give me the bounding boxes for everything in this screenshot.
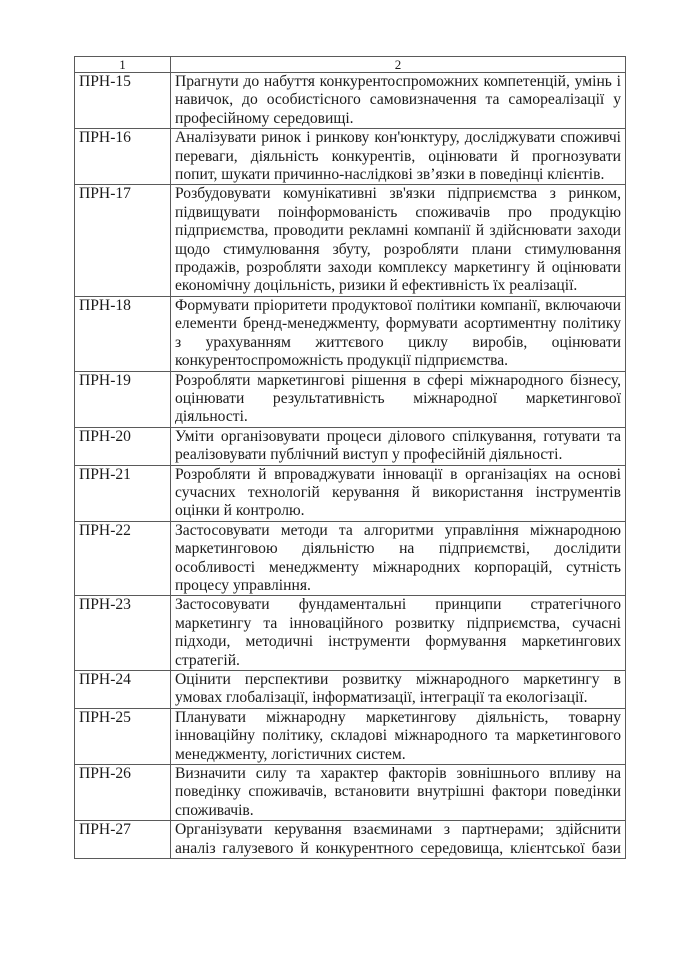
outcome-code: ПРН-25	[75, 708, 171, 764]
table-header-row	[75, 57, 626, 73]
column-header-2: 2	[171, 57, 626, 73]
outcome-description: Визначити силу та характер факторів зовнішнього впливу на поведінку споживачів, встановити внутрішні фактори поведінки споживачів.	[171, 765, 626, 821]
outcome-description: Організувати керування взаєминами з партнерами; здійснити аналіз галузевого й конкурентного середовища, клієнтської бази	[171, 821, 626, 859]
outcome-description: Застосовувати методи та алгоритми управління міжнародною маркетинговою діяльністю на підприємстві, дослідити особливості менеджменту міжнародних корпорацій, сутність процесу управління.	[171, 521, 626, 596]
table-row	[75, 765, 626, 821]
outcome-description: Розробляти й впроваджувати інновації в організаціях на основі сучасних технологій керування й використання інструментів оцінки й контролю.	[171, 465, 626, 521]
table-row	[75, 821, 626, 859]
outcome-code: ПРН-27	[75, 821, 171, 859]
outcome-description: Розбудовувати комунікативні зв'язки підприємства з ринком, підвищувати поінформованість споживачів про продукцію підприємства, проводити рекламні компанії й здійснювати заходи щодо стимулювання збуту, розробляти плани стимулювання продажів, розробляти заходи комплексу маркетингу й оцінювати економічну доцільність, ризики й ефективність їх реалізації.	[171, 185, 626, 296]
table-row	[75, 465, 626, 521]
table-row	[75, 371, 626, 427]
outcome-description: Оцінити перспективи розвитку міжнародного маркетингу в умовах глобалізації, інформатизації, інтеграції та екологізації.	[171, 671, 626, 709]
outcome-description: Прагнути до набуття конкурентоспроможних компетенцій, умінь і навичок, до особистісного самовизначення та самореалізації у професійному середовищі.	[171, 73, 626, 129]
outcome-code: ПРН-23	[75, 596, 171, 671]
table-row	[75, 296, 626, 371]
outcome-code: ПРН-20	[75, 427, 171, 465]
outcome-description: Розробляти маркетингові рішення в сфері міжнародного бізнесу, оцінювати результативність міжнародної маркетингової діяльності.	[171, 371, 626, 427]
outcome-code: ПРН-19	[75, 371, 171, 427]
outcome-code: ПРН-15	[75, 73, 171, 129]
table-row	[75, 596, 626, 671]
outcome-code: ПРН-26	[75, 765, 171, 821]
outcome-description: Формувати пріоритети продуктової політики компанії, включаючи елементи бренд-менеджменту, формувати асортиментну політику з урахуванням життєвого циклу виробів, оцінювати конкурентоспроможність продукції підприємства.	[171, 296, 626, 371]
table-row	[75, 129, 626, 185]
outcome-description: Уміти організовувати процеси ділового спілкування, готувати та реалізовувати публічний виступ у професійній діяльності.	[171, 427, 626, 465]
outcome-code: ПРН-21	[75, 465, 171, 521]
outcome-code: ПРН-22	[75, 521, 171, 596]
outcome-code: ПРН-24	[75, 671, 171, 709]
outcome-description: Застосовувати фундаментальні принципи стратегічного маркетингу та інноваційного розвитку підприємства, сучасні підходи, методичні інструменти формування маркетингових стратегій.	[171, 596, 626, 671]
outcome-code: ПРН-17	[75, 185, 171, 296]
table-row	[75, 708, 626, 764]
table-row	[75, 73, 626, 129]
outcome-description: Аналізувати ринок і ринкову кон'юнктуру, досліджувати споживчі переваги, діяльність конкурентів, оцінювати й прогнозувати попит, шукати причинно-наслідкові зв’язки в поведінці клієнтів.	[171, 129, 626, 185]
outcome-code: ПРН-16	[75, 129, 171, 185]
column-header-1: 1	[75, 57, 171, 73]
outcome-description: Планувати міжнародну маркетингову діяльність, товарну інноваційну політику, складові міжнародного та маркетингового менеджменту, логістичних систем.	[171, 708, 626, 764]
outcome-code: ПРН-18	[75, 296, 171, 371]
table-row	[75, 427, 626, 465]
table-row	[75, 521, 626, 596]
table-row	[75, 185, 626, 296]
table-row	[75, 671, 626, 709]
learning-outcomes-table	[74, 56, 626, 859]
